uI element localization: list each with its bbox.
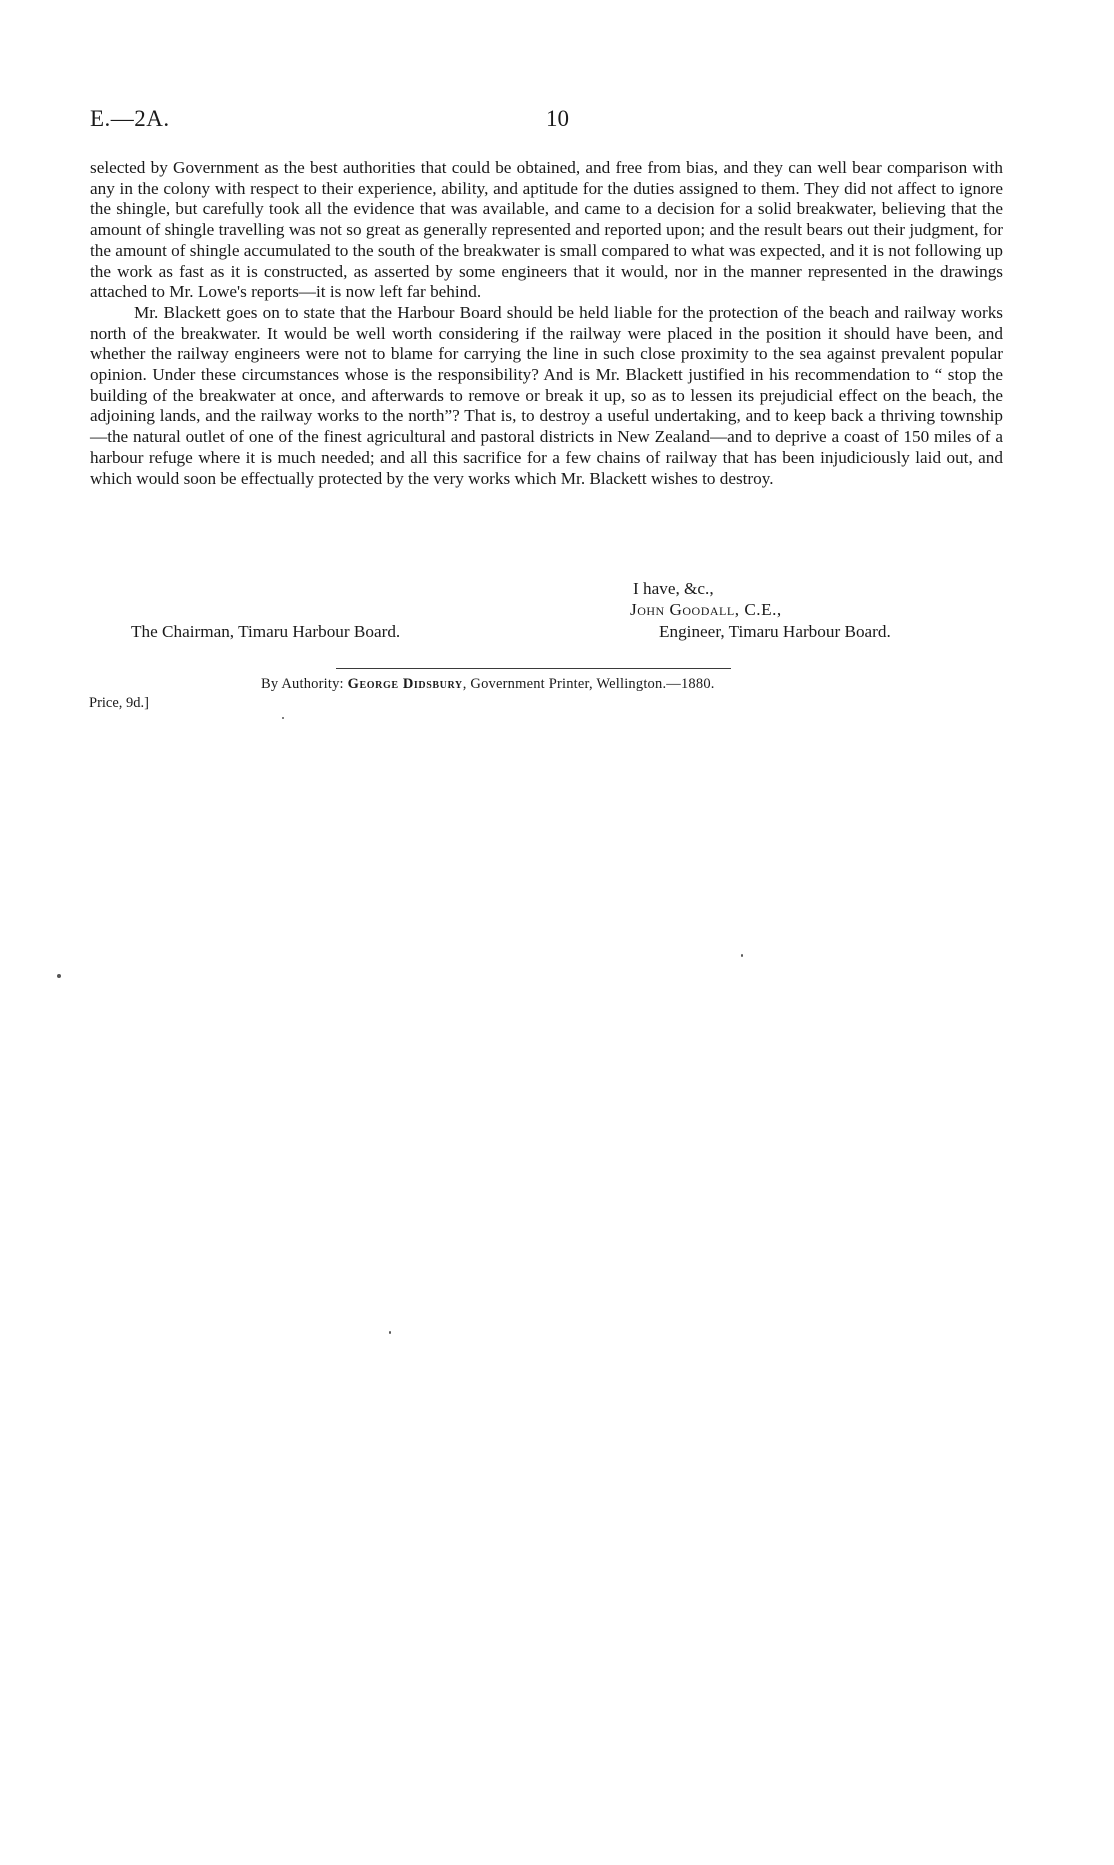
page-number: 10 — [546, 106, 569, 131]
imprint-prefix: By Authority: — [261, 676, 344, 692]
printer-imprint — [261, 676, 715, 693]
scan-speck — [389, 1331, 391, 1334]
imprint-suffix: , Government Printer, Wellington.—1880. — [462, 676, 715, 692]
printer-name: George Didsbury — [347, 676, 463, 692]
scan-speck — [57, 974, 61, 978]
document-reference: E.—2A. — [90, 106, 170, 131]
closing-salutation: I have, &c., — [633, 579, 714, 598]
price-label: Price, 9d.] — [89, 695, 149, 711]
paragraph-continuation: selected by Government as the best authorities that could be obtained, and free from bias, and they can well bear comparison with any in the colony with respect to their experience, ability, and aptitude for the duties assigned to them. They did not affect to ignore the shingle, but carefully took all the evidence that was available, and came to a decision for a solid breakwater, believing that the amount of shingle travelling was not so great as generally represented and reported upon; and the result bears out their judgment, for the amount of shingle accumulated to the south of the breakwater is small compared to what was expected, and it is not following up the work as fast as it is constructed, as asserted by some engineers that it would, nor in the manner represented in the drawings attached to Mr. Lowe's reports—it is now left far behind. — [90, 158, 1003, 302]
footer-rule — [336, 668, 731, 669]
scan-speck — [282, 717, 284, 719]
page-header — [90, 106, 1010, 134]
scan-speck — [741, 954, 743, 957]
closing-row — [90, 579, 1003, 601]
signer-name: John Goodall, C.E., — [630, 600, 782, 619]
addressee: The Chairman, Timaru Harbour Board. — [131, 622, 401, 641]
paragraph-blackett: Mr. Blackett goes on to state that the Harbour Board should be held liable for the protection of the beach and railway works north of the breakwater. It would be well worth considering if the railway were placed in the position it should have been, and whether the railway engineers were not to blame for carrying the line in such close proximity to the sea against prevalent popular opinion. Under these circumstances whose is the responsibility? And is Mr. Blackett justified in his recommendation to “ stop the building of the breakwater at once, and afterwards to remove or break it up, so as to lessen its prejudicial effect on the beach, the adjoining lands, and the railway works to the north”? That is, to destroy a useful undertaking, and to keep back a thriving township—the natural outlet of one of the finest agricultural and pastoral districts in New Zealand—and to deprive a coast of 150 miles of a harbour refuge where it is much needed; and all this sacrifice for a few chains of railway that has been injudiciously laid out, and which would soon be effectually protected by the very works which Mr. Blackett wishes to destroy. — [90, 302, 1003, 488]
letter-body — [90, 158, 1003, 489]
signer-title: Engineer, Timaru Harbour Board. — [659, 622, 891, 641]
